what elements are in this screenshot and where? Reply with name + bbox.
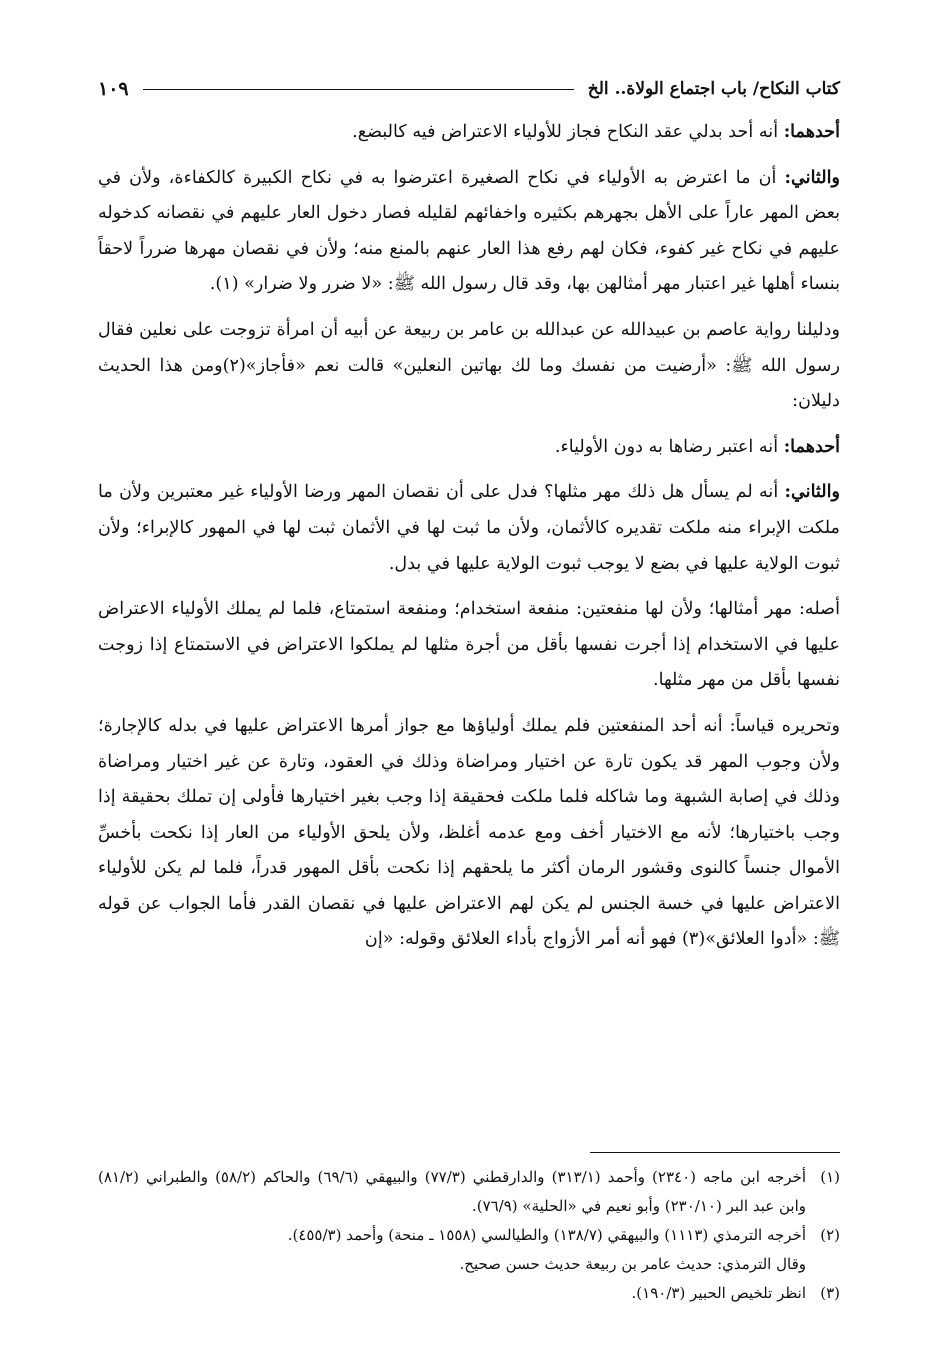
paragraph-text: أنه أحد بدلي عقد النكاح فجاز للأولياء الاعتراض فيه كالبضع. (352, 122, 784, 142)
footnote (98, 1221, 840, 1250)
paragraph-lead: والثاني: (784, 166, 840, 188)
paragraph (98, 114, 840, 151)
footnote (98, 1163, 840, 1221)
book-page (98, 72, 840, 1312)
paragraph (98, 708, 840, 958)
paragraph (98, 474, 840, 582)
footnote-number: (٣) (820, 1284, 840, 1302)
paragraph-text: ودليلنا رواية عاصم بن عبيدالله عن عبدالله بن عامر بن ربيعة عن أبيه أن امرأة تزوجت على نعلين فقال رسول الله ﷺ: «أرضيت من نفسك وما لك بهاتين النعلين» قالت نعم «فأجاز»(٢)ومن هذا الحديث دليلان: (98, 319, 840, 412)
header-rule (143, 89, 574, 90)
footnote-rule (590, 1152, 840, 1153)
footnote-text: وقال الترمذي: حديث عامر بن ربيعة حديث حسن صحيح. (459, 1255, 806, 1273)
footnote-number: (٢) (820, 1226, 840, 1244)
page-number: ١٠٩ (98, 78, 129, 100)
main-text (98, 114, 840, 958)
footnote-text: أخرجه ابن ماجه (٢٣٤٠) وأحمد (٣١٣/١) والدارقطني (٧٧/٣) والبيهقي (٦٩/٦) والحاكم (٥٨/٢) والطبراني (٨١/٢) وابن عبد البر (٢٣٠/١٠) وأبو نعيم في «الحلية» (٧٦/٩). (98, 1168, 806, 1215)
paragraph-lead: والثاني: (784, 481, 840, 503)
paragraph (98, 160, 840, 303)
paragraph (98, 591, 840, 699)
paragraph-text: أنه لم يسأل هل ذلك مهر مثلها؟ فدل على أن نقصان المهر ورضا الأولياء غير معتبرين ولأن ما ملكت الإبراء منه ملكت تقديره كالأثمان، ولأن ما ثبت لها في الأثمان ثبت لها في المهور كالإبراء؛ ولأن ثبوت الولاية عليها في بضع لا يوجب ثبوت الولاية عليها في بدل. (98, 482, 840, 574)
paragraph-text: وتحريره قياساً: أنه أحد المنفعتين فلم يملك أولياؤها مع جواز أمرها الاعتراض عليها في بدله كالإجارة؛ ولأن وجوب المهر قد يكون تارة عن اختيار ومراضاة وذلك في العقود، وتارة عن غير اختيار ومراضاة وذلك في إصابة الشبهة وما شاكله فلما ملكت فحقيقة إذا وجب بغير اختيارها فأولى إن تملك بحقيقة إذا وجب باختيارها؛ لأنه مع الاختيار أخف ومع عدمه أغلظ، ولأن يلحق الأولياء من العار إذا نكحت بأخسِّ الأموال جنساً كالنوى وقشور الرمان أكثر ما يلحقهم إذا نكحت بأقل المهور قدراً، فلما لم يكن للأولياء الاعتراض عليها في خسة الجنس لم يكن لهم الاعتراض عليها في نقصان القدر فأما الجواب عن قوله ﷺ: «أدوا العلائق»(٣) فهو أنه أمر الأزواج بأداء العلائق وقوله: «إن (98, 715, 840, 950)
footnotes (98, 1152, 840, 1308)
footnote (98, 1279, 840, 1308)
paragraph-text: أن ما اعترض به الأولياء في نكاح الصغيرة اعترضوا به في نكاح الكبيرة كالكفاءة، ولأن في بعض المهر عاراً على الأهل بجهرهم بكثيره واخفائهم لقليله فصار دخول العار عليهم في نقصانه كدخوله عليهم في نكاح غير كفوء، فكان لهم رفع هذا العار عنهم بالمنع منه؛ ولأن في نقصان مهرها ضرراً لاحقاً بنساء أهلها غير اعتبار مهر أمثالهن بها، وقد قال رسول الله ﷺ: «لا ضرر ولا ضرار» (١). (98, 167, 840, 295)
chapter-title: كتاب النكاح/ باب اجتماع الولاة.. الخ (587, 79, 840, 99)
paragraph-text: أنه اعتبر رضاها به دون الأولياء. (554, 436, 784, 457)
paragraph-lead: أحدهما: (783, 121, 840, 142)
footnote-text: أخرجه الترمذي (١١١٣) والبيهقي (١٣٨/٧) والطيالسي (١٥٥٨ ـ منحة) وأحمد (٤٥٥/٣). (287, 1226, 806, 1244)
running-header (98, 72, 840, 106)
footnote-text: انظر تلخيص الحبير (١٩٠/٣). (631, 1284, 806, 1302)
paragraph (98, 312, 840, 420)
paragraph (98, 429, 840, 466)
paragraph-text: أصله: مهر أمثالها؛ ولأن لها منفعتين: منفعة استخدام؛ ومنفعة استمتاع، فلما لم يملك الأولياء الاعتراض عليها في الاستخدام إذا أجرت نفسها بأقل من أجرة مثلها لم يملكوا الاعتراض في الاستمتاع إذا زوجت نفسها بأقل من مهر مثلها. (98, 599, 840, 691)
paragraph-lead: أحدهما: (783, 435, 840, 457)
footnote-continuation (98, 1250, 840, 1279)
footnote-number (806, 1250, 840, 1279)
footnote-number: (١) (820, 1168, 840, 1186)
